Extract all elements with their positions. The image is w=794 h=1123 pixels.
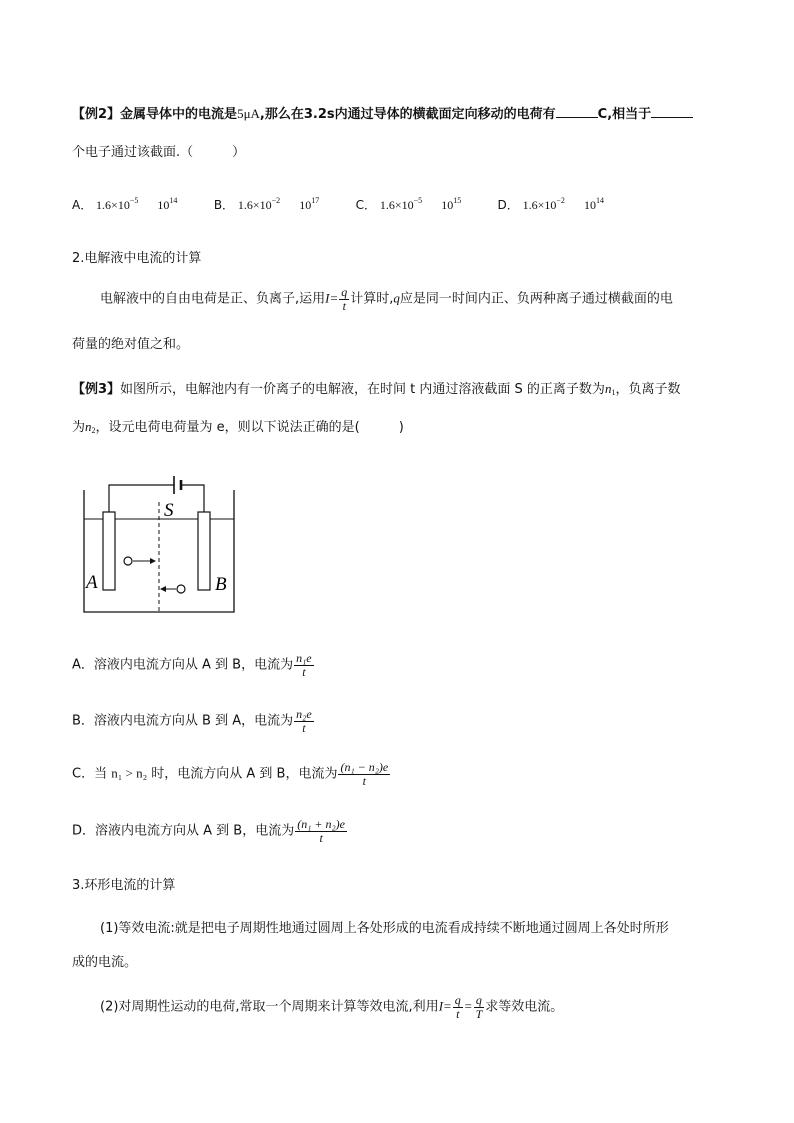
current-value: 5μA [237, 106, 260, 121]
answer-blank[interactable] [651, 105, 693, 118]
time-value: 3.2s [303, 107, 335, 122]
arrow-head [160, 586, 166, 592]
section-2-paragraph-line2: 荷量的绝对值之和。 [72, 337, 190, 352]
arrow-head [150, 558, 156, 564]
section-3-point-1-line2: 成的电流。 [72, 955, 138, 970]
label-s: S [164, 500, 174, 521]
option-d[interactable]: D． $1.6\times 10^{-2}$ $10^{14}$ [497, 196, 604, 212]
label-a: A [86, 572, 98, 593]
option-a[interactable]: A．溶液内电流方向从 A 到 B，电流为 $\frac{\text{n₁e}}{t}$ [72, 651, 312, 679]
option-d[interactable]: D．溶液内电流方向从 A 到 B，电流为 $\frac{\text{(n₁ + n₂)e}}{t}$ [72, 817, 345, 845]
option-a[interactable]: A． $1.6\times 10^{-5}$ $10^{14}$ [72, 196, 178, 212]
option-b[interactable]: B． $1.6\times 10^{-2}$ $10^{17}$ [213, 196, 320, 212]
section-2-heading: 2.电解液中电流的计算 [72, 251, 202, 266]
option-c[interactable]: C． $1.6\times 10^{-5}$ $10^{15}$ [355, 196, 462, 212]
example-2-options [72, 196, 637, 213]
stem-text: 金属导体中的电流是 [120, 107, 238, 122]
stem-text: ,相当于 [607, 107, 652, 122]
example-3-stem: 【例3】如图所示，电解池内有一价离子的电解液，在时间 t 内通过溶液截面 S 的正离子数为$n_1$，负离子数 [72, 381, 681, 397]
section-3-point-2: (2)对周期性运动的电荷,常取一个周期来计算等效电流,利用I= $\frac{q}{t}$ = $\frac{q}{T}$ 求等效电流。 [100, 993, 564, 1021]
unit-text: C [597, 107, 608, 122]
example-3-stem-line2: 为$n_2$，设元电荷电荷量为 e，则以下说法正确的是( ) [72, 419, 404, 435]
electrode-b [198, 512, 210, 590]
stem-text: 内通过导体的横截面定向移动的电荷有 [334, 107, 556, 122]
example-tag: 【例3】 [72, 382, 121, 397]
electrode-a [103, 512, 115, 590]
example-2-stem [72, 103, 693, 122]
section-2-paragraph: 电解液中的自由电荷是正、负离子,运用I= $\frac{q}{t}$ 计算时,q应是同一时间内正、负两种离子通过横截面的电 [100, 285, 673, 313]
formula-fraction: $\frac{q}{t}$ [341, 285, 348, 313]
answer-blank[interactable] [556, 105, 598, 118]
negative-ion [177, 585, 185, 593]
example-2-stem-line2: 个电子通过该截面.（ ） [72, 145, 246, 160]
label-b: B [215, 574, 227, 595]
positive-ion [124, 557, 132, 565]
electrolytic-cell-diagram [80, 472, 240, 618]
section-3-heading: 3.环形电流的计算 [72, 878, 176, 893]
example-tag: 【例2】 [72, 107, 121, 122]
option-b[interactable]: B．溶液内电流方向从 B 到 A，电流为 $\frac{\text{n₂e}}{t}$ [72, 707, 312, 735]
stem-text: ,那么在 [259, 107, 304, 122]
option-c[interactable]: C．当 n₁ > n₂ 时，电流方向从 A 到 B，电流为 $\frac{\text{(n₁ − n₂)e}}{t}$ [72, 760, 389, 788]
wire-right [181, 485, 204, 512]
section-3-point-1: (1)等效电流:就是把电子周期性地通过圆周上各处形成的电流看成持续不断地通过圆周上各处时所形 [100, 921, 669, 936]
